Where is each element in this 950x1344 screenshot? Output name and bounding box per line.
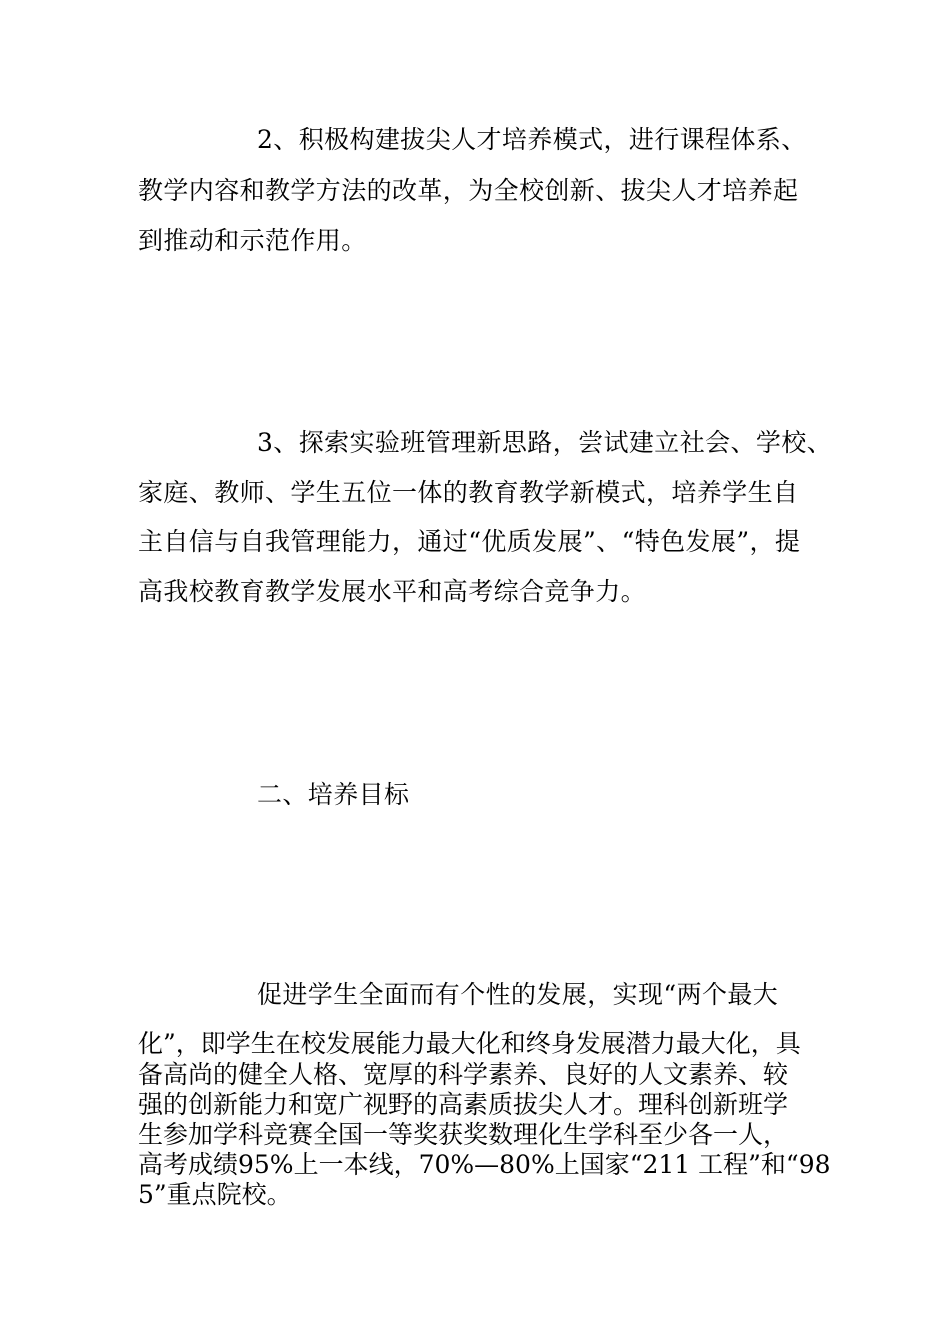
item-3-line-1: 3、探索实验班管理新思路，尝试建立社会、学校、 xyxy=(257,428,833,457)
goals-line-5: 生参加学科竞赛全国一等奖获奖数理化生学科至少各一人， xyxy=(138,1120,789,1149)
section-heading: 二、培养目标 xyxy=(257,780,410,809)
goals-line-3: 备高尚的健全人格、宽厚的科学素养、良好的人文素养、较 xyxy=(138,1060,789,1089)
item-3-line-3: 主自信与自我管理能力，通过“优质发展”、“特色发展”，提 xyxy=(138,527,801,556)
goals-line-2: 化”，即学生在校发展能力最大化和终身发展潜力最大化，具 xyxy=(138,1029,801,1058)
item-3-line-4: 高我校教育教学发展水平和高考综合竞争力。 xyxy=(138,577,647,606)
item-2-line-2: 教学内容和教学方法的改革，为全校创新、拔尖人才培养起 xyxy=(138,176,799,205)
item-2-line-1: 2、积极构建拔尖人才培养模式，进行课程体系、 xyxy=(257,125,807,154)
goals-line-4: 强的创新能力和宽广视野的高素质拔尖人才。理科创新班学 xyxy=(138,1090,789,1119)
goals-line-6: 高考成绩95%上一本线，70%—80%上国家“211 工程”和“98 xyxy=(138,1150,831,1179)
item-3-line-2: 家庭、教师、学生五位一体的教育教学新模式，培养学生自 xyxy=(138,478,799,507)
item-2-line-3: 到推动和示范作用。 xyxy=(138,226,367,255)
goals-line-1: 促进学生全面而有个性的发展，实现“两个最大 xyxy=(257,980,779,1009)
goals-line-7: 5”重点院校。 xyxy=(138,1180,292,1209)
